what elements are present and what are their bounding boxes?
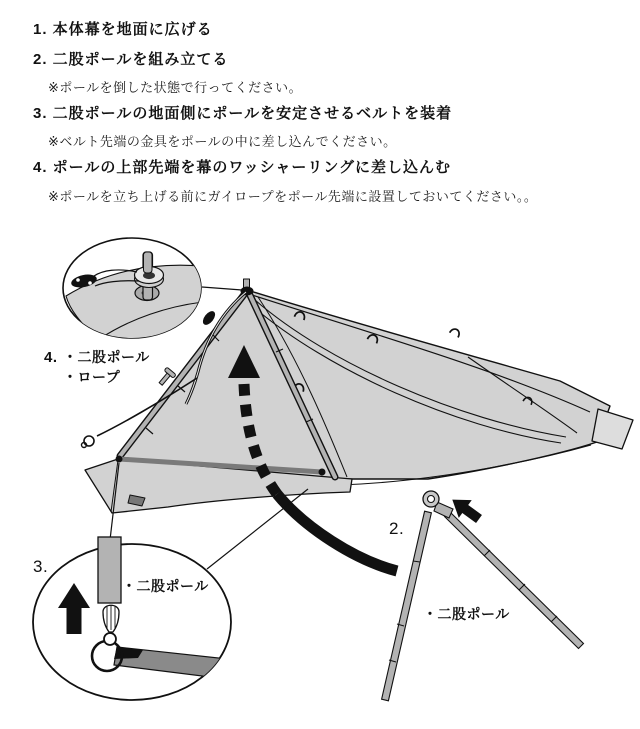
washer-callout-number: 4. [44, 349, 58, 366]
assembled-pole-right [445, 512, 584, 649]
belt-detail-callout [33, 537, 231, 700]
washer-detail-callout [63, 238, 204, 340]
step-2-label: 2. 二股ポールを組み立てる [33, 51, 229, 68]
step-3-note: ※ベルト先端の金具をポールの中に差し込んでください。 [48, 134, 397, 149]
fabric-tip-tab [592, 409, 633, 449]
belt-callout-number: 3. [33, 557, 49, 576]
belt-callout-pole-label: ・二股ポール [122, 578, 209, 594]
pole-assembly-label: ・二股ポール [423, 606, 510, 622]
step-4-label: 4. ポールの上部先端を幕のワッシャーリングに差し込んむ [33, 159, 452, 176]
pole-assembly-group [382, 491, 584, 701]
step-3-label: 3. 二股ポールの地面側にポールを安定させるベルトを装着 [33, 105, 453, 122]
step-2-note: ※ポールを倒した状態で行ってください。 [48, 80, 303, 95]
step-4-note: ※ポールを立ち上げる前にガイロープをポール先端に設置しておいてください。。 [48, 189, 538, 204]
washer-callout-item2: ・ロープ [63, 369, 121, 385]
pole-assembly-number: 2. [389, 519, 405, 538]
belt-link-ring [104, 633, 116, 645]
washer-callout-item1: ・二股ポール [63, 349, 150, 365]
apex-washer-ring [241, 279, 254, 296]
step-1-label: 1. 本体幕を地面に広げる [33, 21, 213, 38]
pole-lower-end [98, 537, 121, 603]
